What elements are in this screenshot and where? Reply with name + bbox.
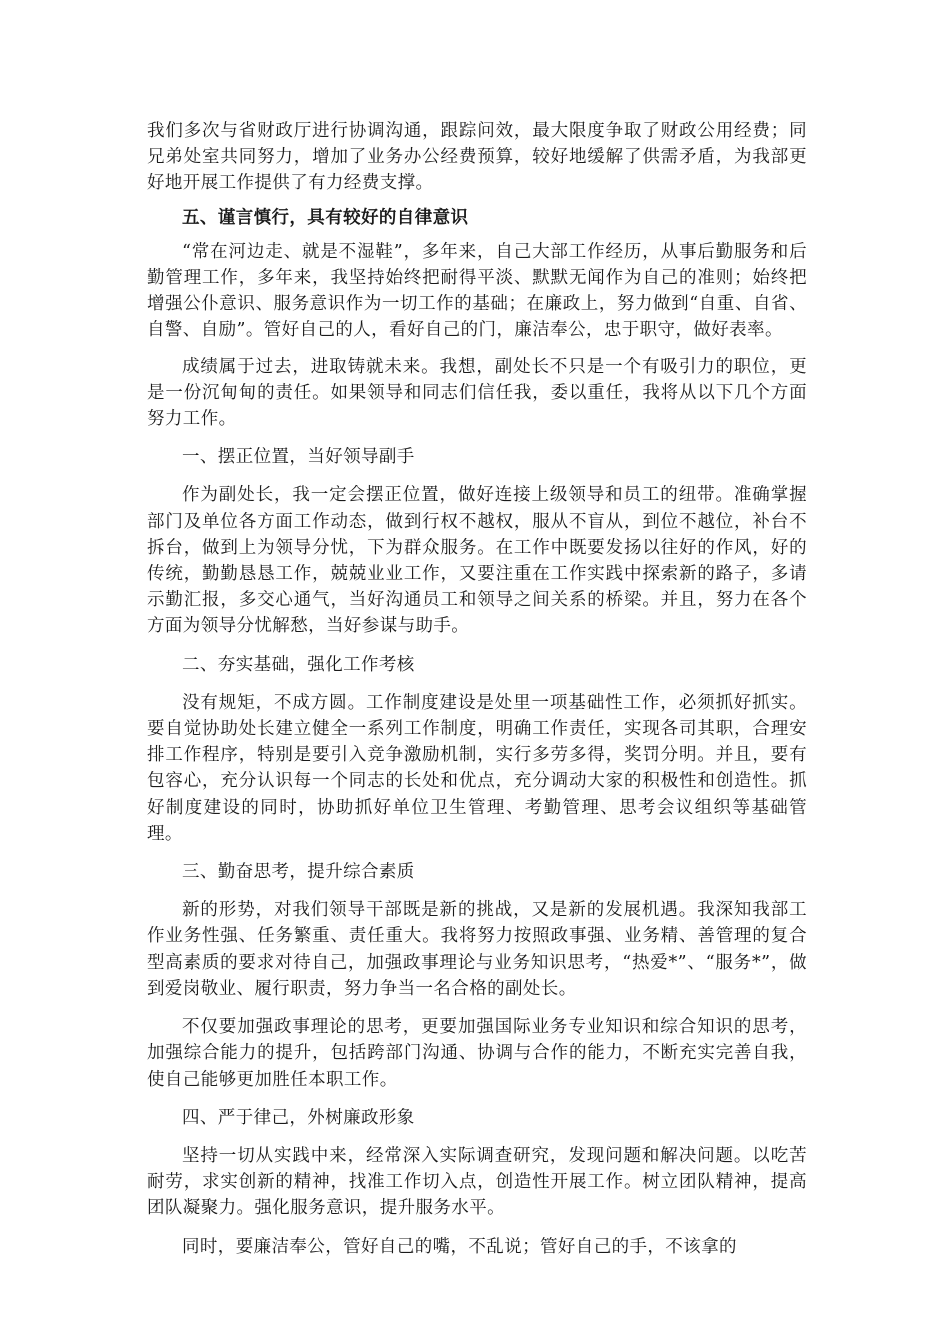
subheading-two: 二、夯实基础，强化工作考核 [182, 654, 415, 675]
paragraph-future-intent: 成绩属于过去，进取铸就未来。我想，副处长不只是一个有吸引力的职位，更是一份沉甸甸的责任。如果领导和同志们信任我，委以重任，我将从以下几个方面努力工作。 [147, 356, 807, 430]
document-page [147, 118, 807, 1260]
paragraph-foundation: 没有规矩，不成方圆。工作制度建设是处里一项基础性工作，必须抓好抓实。要自觉协助处长建立健全一系列工作制度，明确工作责任，实现各司其职，合理安排工作程序，特别是要引入竞争激励机制，实行多劳多得，奖罚分明。并且，要有包容心，充分认识每一个同志的长处和优点，充分调动大家的积极性和创造性。抓好制度建设的同时，协助抓好单位卫生管理、考勤管理、思考会议组织等基础管理。 [147, 692, 807, 844]
paragraph-self-discipline: “常在河边走、就是不湿鞋”，多年来，自己大部工作经历，从事后勤服务和后勤管理工作，多年来，我坚持始终把耐得平淡、默默无闻作为自己的准则；始终把增强公仆意识、服务意识作为一切工作的基础；在廉政上，努力做到“自重、自省、自警、自励”。管好自己的人，看好自己的门，廉洁奉公，忠于职守，做好表率。 [147, 241, 807, 341]
paragraph-position: 作为副处长，我一定会摆正位置，做好连接上级领导和员工的纽带。准确掌握部门及单位各方面工作动态，做到行权不越权，服从不盲从，到位不越位，补台不拆台，做到上为领导分忧，下为群众服务。在工作中既要发扬以往好的作风，好的传统，勤勤恳恳工作，兢兢业业工作，又要注重在工作实践中探索新的路子，多请示勤汇报，多交心通气，当好沟通员工和领导之间关系的桥梁。并且，努力在各个方面为领导分忧解愁，当好参谋与助手。 [147, 485, 807, 637]
paragraph-continuation: 我们多次与省财政厅进行协调沟通，跟踪问效，最大限度争取了财政公用经费；同兄弟处室共同努力，增加了业务办公经费预算，较好地缓解了供需矛盾，为我部更好地开展工作提供了有力经费支撑。 [147, 121, 807, 194]
section-heading-five: 五、谨言慎行，具有较好的自律意识 [182, 207, 469, 228]
subheading-four: 四、严于律己，外树廉政形象 [182, 1107, 415, 1128]
paragraph-integrity: 同时，要廉洁奉公，管好自己的嘴，不乱说；管好自己的手，不该拿的 [182, 1236, 737, 1257]
paragraph-ability: 不仅要加强政事理论的思考，更要加强国际业务专业知识和综合知识的思考，加强综合能力的提升，包括跨部门沟通、协调与合作的能力，不断充实完善自我，使自己能够更加胜任本职工作。 [147, 1017, 807, 1090]
subheading-one: 一、摆正位置，当好领导副手 [182, 447, 415, 468]
paragraph-thinking: 新的形势，对我们领导干部既是新的挑战，又是新的发展机遇。我深知我部工作业务性强、任务繁重、责任重大。我将努力按照政事强、业务精、善管理的复合型高素质的要求对待自己，加强政事理论与业务知识思考，“热爱*”、“服务*”，做到爱岗敬业、履行职责，努力争当一名合格的副处长。 [147, 900, 807, 999]
subheading-three: 三、勤奋思考，提升综合素质 [182, 862, 415, 883]
paragraph-practice: 坚持一切从实践中来，经常深入实际调查研究，发现问题和解决问题。以吃苦耐劳，求实创新的精神，找准工作切入点，创造性开展工作。树立团队精神，提高团队凝聚力。强化服务意识，提升服务水平。 [147, 1145, 807, 1219]
